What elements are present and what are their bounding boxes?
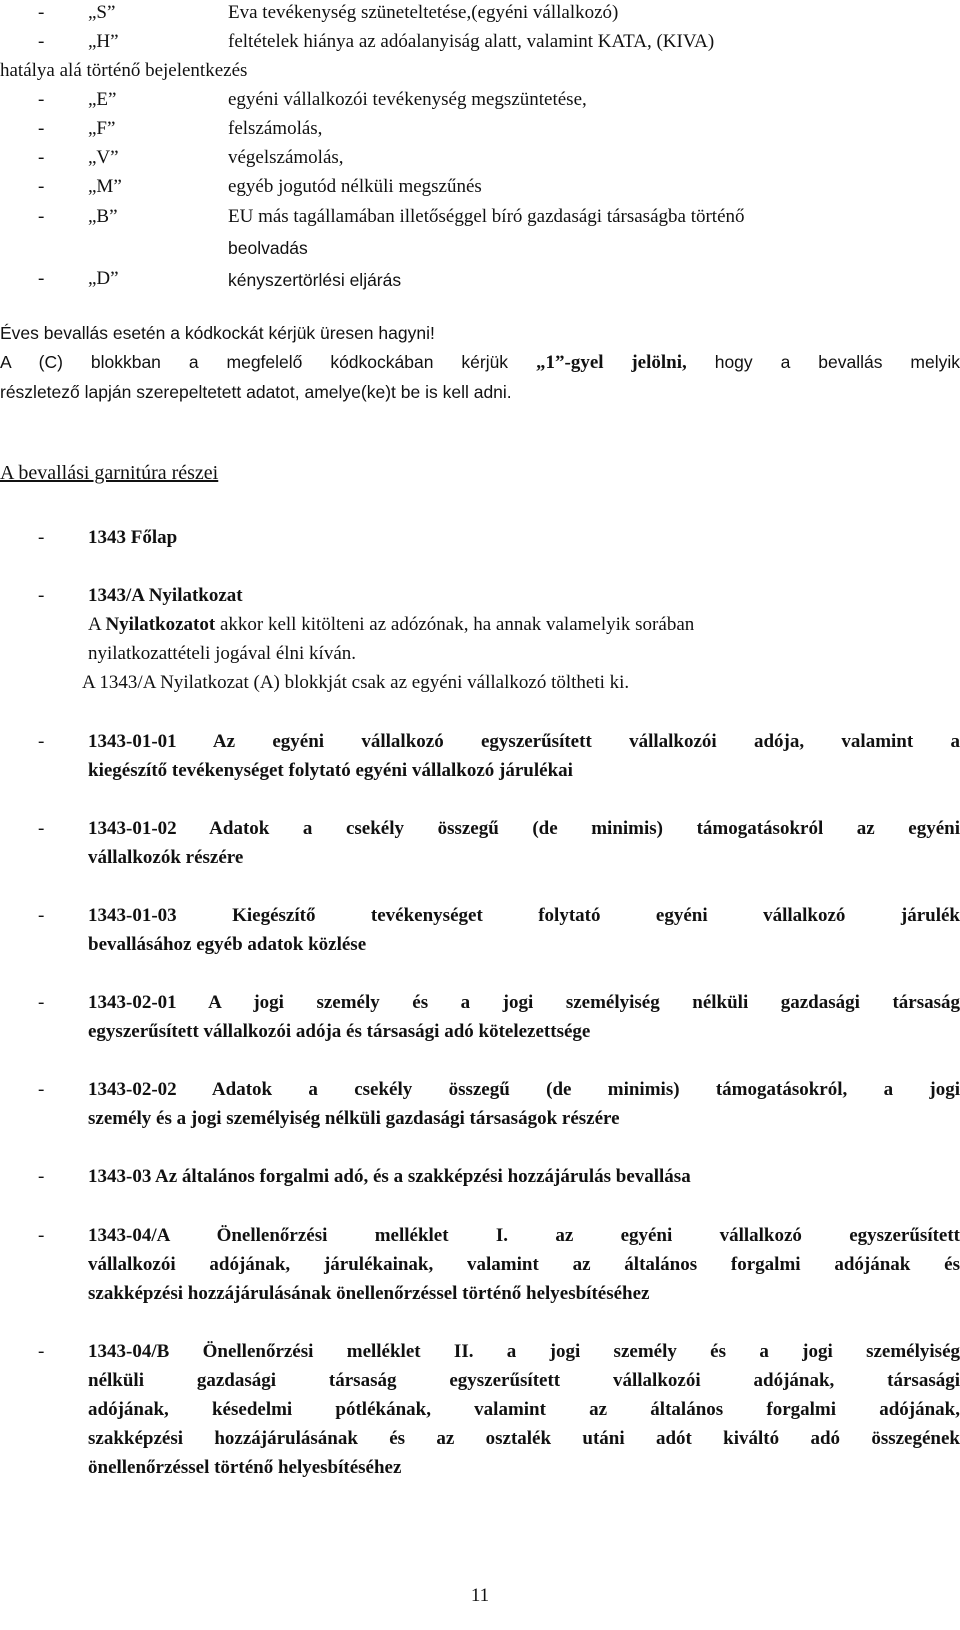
list-dash: - — [38, 2, 45, 23]
code-s-desc: Eva tevékenység szüneteltetése,(egyéni vállalkozó) — [228, 2, 619, 23]
desc-text: akkor kell kitölteni az adózónak, ha annak valamelyik sorában — [219, 614, 695, 635]
part-1343-04b-cont-1: nélküli gazdasági társaság egyszerűsített vállalkozói adójának, társasági — [88, 1370, 960, 1391]
part-1343-01-01-cont: kiegészítő tevékenységet folytató egyéni vállalkozó járulékai — [88, 760, 573, 781]
part-1343-04a-cont-1: vállalkozói adójának, járulékainak, valamint az általános forgalmi adójának és — [88, 1254, 960, 1275]
part-1343-01-01: 1343-01-01 Az egyéni vállalkozó egyszerűsített vállalkozói adója, valamint a — [88, 731, 960, 752]
list-dash: - — [38, 1225, 45, 1246]
code-f: „F” — [88, 118, 116, 139]
part-1343-01-03: 1343-01-03 Kiegészítő tevékenységet folytató egyéni vállalkozó járulék — [88, 905, 960, 926]
list-dash: - — [38, 268, 45, 289]
code-d: „D” — [88, 268, 119, 289]
list-dash: - — [38, 89, 45, 110]
list-dash: - — [38, 527, 45, 548]
notice-line-1: Éves bevallás esetén a kódkockát kérjük üresen hagyni! — [0, 323, 435, 343]
part-1343-01-02: 1343-01-02 Adatok a csekély összegű (de minimis) támogatásokról az egyéni — [88, 818, 960, 839]
part-1343a-nyilatkozat: 1343/A Nyilatkozat — [88, 585, 243, 606]
part-1343-02-01-cont: egyszerűsített vállalkozói adója és társasági adó kötelezettsége — [88, 1021, 591, 1042]
code-s: „S” — [88, 2, 116, 23]
part-1343-02-01: 1343-02-01 A jogi személy és a jogi személyiség nélküli gazdasági társaság — [88, 992, 960, 1013]
code-e-desc: egyéni vállalkozói tevékenység megszüntetése, — [228, 89, 587, 110]
list-dash: - — [38, 176, 45, 197]
part-1343-04b-cont-2: adójának, késedelmi pótlékának, valamint az általános forgalmi adójának, — [88, 1399, 960, 1420]
part-1343-01-03-cont: bevallásához egyéb adatok közlése — [88, 934, 367, 955]
notice-line-2 — [0, 352, 960, 374]
code-h: „H” — [88, 31, 119, 52]
part-1343-02-02-cont: személy és a jogi személyiség nélküli gazdasági társaságok részére — [88, 1108, 620, 1129]
part-1343-04b-title: 1343-04/B Önellenőrzési melléklet II. — [88, 1341, 474, 1362]
list-dash: - — [38, 731, 45, 752]
notice-text: A (C) blokkban a megfelelő kódkockában kérjük — [0, 352, 509, 372]
part-1343-01-02-cont: vállalkozók részére — [88, 847, 244, 868]
part-1343-04b — [88, 1341, 960, 1363]
notice-line-3: részletező lapján szerepeltetett adatot, amelye(ke)t be is kell adni. — [0, 382, 512, 402]
code-h-desc: feltételek hiánya az adóalanyiság alatt, valamint KATA, (KIVA) — [228, 31, 715, 52]
section-title: A bevallási garnitúra részei — [0, 462, 219, 484]
part-1343-folap: 1343 Főlap — [88, 527, 178, 548]
code-m: „M” — [88, 176, 122, 197]
part-1343-04a-cont-2: szakképzési hozzájárulásának önellenőrzéssel történő helyesbítéséhez — [88, 1283, 650, 1304]
code-v: „V” — [88, 147, 119, 168]
part-1343-04a — [88, 1225, 960, 1247]
list-dash: - — [38, 905, 45, 926]
part-1343a-desc-3: A 1343/A Nyilatkozat (A) blokkját csak az egyéni vállalkozó töltheti ki. — [82, 672, 630, 693]
code-f-desc: felszámolás, — [228, 118, 323, 139]
desc-text: A — [88, 614, 101, 635]
list-dash: - — [38, 585, 45, 606]
list-dash: - — [38, 206, 45, 227]
part-1343-04a-text: az egyéni vállalkozó egyszerűsített — [555, 1225, 960, 1246]
code-b-desc: EU más tagállamában illetőséggel bíró gazdasági társaságba történő — [228, 206, 745, 227]
list-dash: - — [38, 118, 45, 139]
part-1343-04b-text: a jogi személy és a jogi személyiség — [506, 1341, 960, 1362]
part-1343-04a-title: 1343-04/A Önellenőrzési melléklet I. — [88, 1225, 509, 1246]
notice-emphasis: „1”-gyel jelölni, — [536, 352, 687, 373]
list-dash: - — [38, 1166, 45, 1187]
part-1343-04b-cont-4: önellenőrzéssel történő helyesbítéséhez — [88, 1457, 402, 1478]
code-b: „B” — [88, 206, 118, 227]
code-b-desc-cont: beolvadás — [228, 238, 308, 258]
page-number: 11 — [470, 1585, 490, 1606]
code-e: „E” — [88, 89, 117, 110]
part-1343a-desc-1 — [88, 614, 694, 636]
part-1343-04b-cont-3: szakképzési hozzájárulásának és az osztalék utáni adót kiváltó adó összegének — [88, 1428, 960, 1449]
code-m-desc: egyéb jogutód nélküli megszűnés — [228, 176, 482, 197]
list-dash: - — [38, 31, 45, 52]
list-dash: - — [38, 818, 45, 839]
part-1343-02-02: 1343-02-02 Adatok a csekély összegű (de minimis) támogatásokról, a jogi — [88, 1079, 960, 1100]
part-1343-03: 1343-03 Az általános forgalmi adó, és a szakképzési hozzájárulás bevallása — [88, 1166, 691, 1187]
list-dash: - — [38, 1341, 45, 1362]
code-v-desc: végelszámolás, — [228, 147, 344, 168]
code-h-desc-cont: hatálya alá történő bejelentkezés — [0, 60, 248, 81]
list-dash: - — [38, 992, 45, 1013]
list-dash: - — [38, 1079, 45, 1100]
part-1343a-desc-2: nyilatkozattételi jogával élni kíván. — [88, 643, 357, 664]
list-dash: - — [38, 147, 45, 168]
notice-text: hogy a bevallás melyik — [714, 352, 960, 372]
desc-emphasis: Nyilatkozatot — [105, 614, 216, 635]
code-d-desc: kényszertörlési eljárás — [228, 270, 402, 290]
